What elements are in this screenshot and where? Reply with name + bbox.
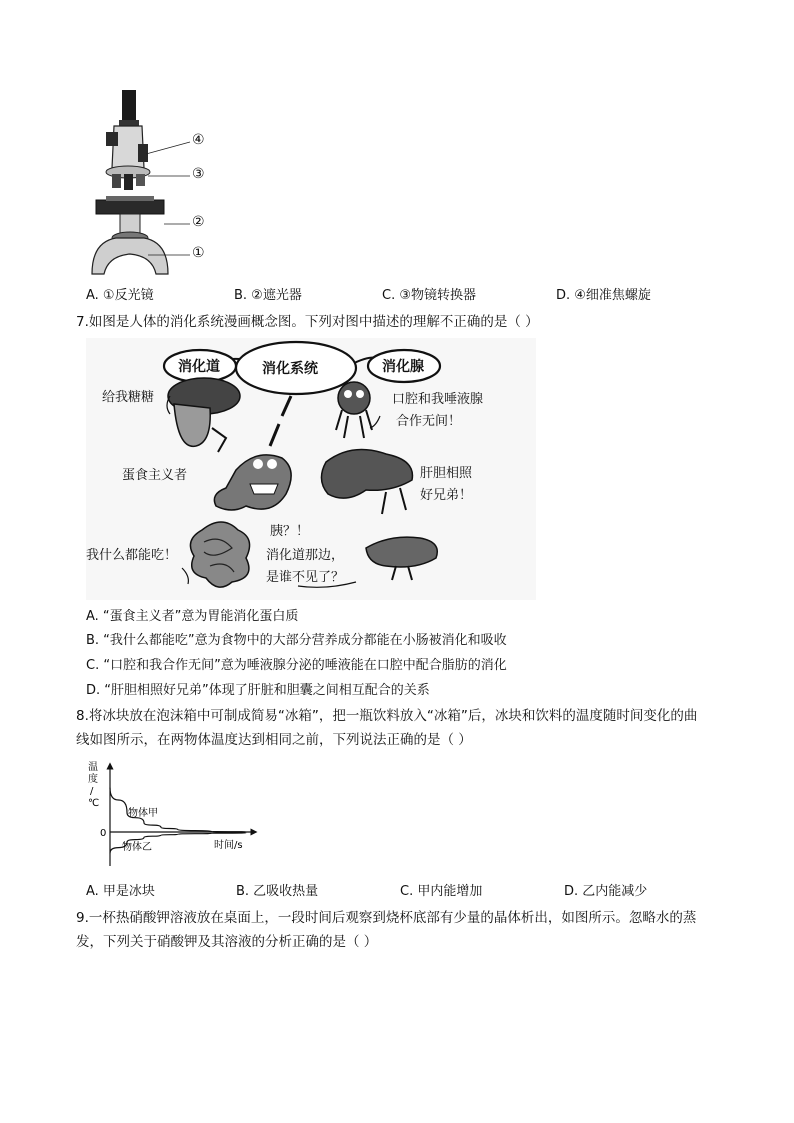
label-1: ① xyxy=(192,245,205,261)
mouth-text-1: 口腔和我唾液腺 xyxy=(392,392,484,407)
candy-text: 给我糖糖 xyxy=(102,390,155,405)
q7-stem: 7.如图是人体的消化系统漫画概念图。下列对图中描述的理解不正确的是（ ） xyxy=(76,314,539,330)
label-3: ③ xyxy=(192,166,205,182)
coarse-knob xyxy=(106,132,118,146)
eyepiece xyxy=(122,90,136,124)
q8-option-b[interactable]: B. 乙吸收热量 xyxy=(236,884,319,899)
tract-label: 消化道 xyxy=(178,359,220,375)
label-2: ② xyxy=(192,214,205,230)
q8-option-c[interactable]: C. 甲内能增加 xyxy=(400,884,483,899)
protein-text: 蛋食主义者 xyxy=(122,468,188,483)
q8-option-a[interactable]: A. 甲是冰块 xyxy=(86,884,155,899)
mouth-text-2: 合作无间！ xyxy=(396,414,462,429)
q6-option-d[interactable]: D. ④细准焦螺旋 xyxy=(556,288,651,303)
liver-text-2: 好兄弟！ xyxy=(420,488,473,503)
temperature-time-chart xyxy=(86,760,266,872)
stomach-drawing xyxy=(214,455,291,510)
q7-option-c[interactable]: C. “口腔和我合作无间”意为唾液腺分泌的唾液能在口腔中配合脂肪的消化 xyxy=(86,658,507,673)
q8-stem-line2: 线如图所示，在两物体温度达到相同之前，下列说法正确的是（ ） xyxy=(76,732,472,748)
series-label-yi: 物体乙 xyxy=(122,842,152,853)
label-4: ④ xyxy=(192,132,205,148)
missing-text-1: 消化道那边， xyxy=(266,548,345,563)
liver-text-1: 肝胆相照 xyxy=(420,466,473,481)
q9-stem-line1: 9.一杯热硝酸钾溶液放在桌面上，一段时间后观察到烧杯底部有少量的晶体析出，如图所示。忽略水的蒸 xyxy=(76,910,697,926)
series-label-jia: 物体甲 xyxy=(128,808,158,819)
gland-label: 消化腺 xyxy=(382,359,424,375)
y-label-3: / xyxy=(90,786,94,797)
digestive-cartoon xyxy=(86,338,536,600)
eat-all-text: 我什么都能吃！ xyxy=(86,548,178,563)
q6-option-c[interactable]: C. ③物镜转换器 xyxy=(382,288,476,303)
q8-option-d[interactable]: D. 乙内能减少 xyxy=(564,884,648,899)
pancreas-text: 胰？！ xyxy=(270,524,310,539)
y-label-4: ℃ xyxy=(88,798,100,809)
fine-knob xyxy=(138,144,148,162)
q6-option-a[interactable]: A. ①反光镜 xyxy=(86,288,154,303)
pancreas-drawing xyxy=(366,537,437,567)
missing-text-2: 是谁不见了？ xyxy=(266,570,345,585)
q7-option-a[interactable]: A. “蛋食主义者”意为胃能消化蛋白质 xyxy=(86,609,299,624)
y-label-2: 度 xyxy=(88,774,98,785)
y-label-1: 温 xyxy=(88,762,98,773)
system-label: 消化系统 xyxy=(262,361,318,377)
salivary-gland-drawing xyxy=(338,382,370,414)
q9-stem-line2: 发，下列关于硝酸钾及其溶液的分析正确的是（ ） xyxy=(76,934,378,950)
q6-option-b[interactable]: B. ②遮光器 xyxy=(234,288,302,303)
y-zero-tick: 0 xyxy=(100,828,107,839)
x-axis-label: 时间/s xyxy=(214,840,243,851)
q8-stem-line1: 8.将冰块放在泡沫箱中可制成简易“冰箱”，把一瓶饮料放入“冰箱”后，冰块和饮料的温度随时间变化的曲 xyxy=(76,708,698,724)
q7-option-d[interactable]: D. “肝胆相照好兄弟”体现了肝脏和胆囊之间相互配合的关系 xyxy=(86,683,430,698)
liver-drawing xyxy=(321,450,412,499)
q7-option-b[interactable]: B. “我什么都能吃”意为食物中的大部分营养成分都能在小肠被消化和吸收 xyxy=(86,633,507,648)
